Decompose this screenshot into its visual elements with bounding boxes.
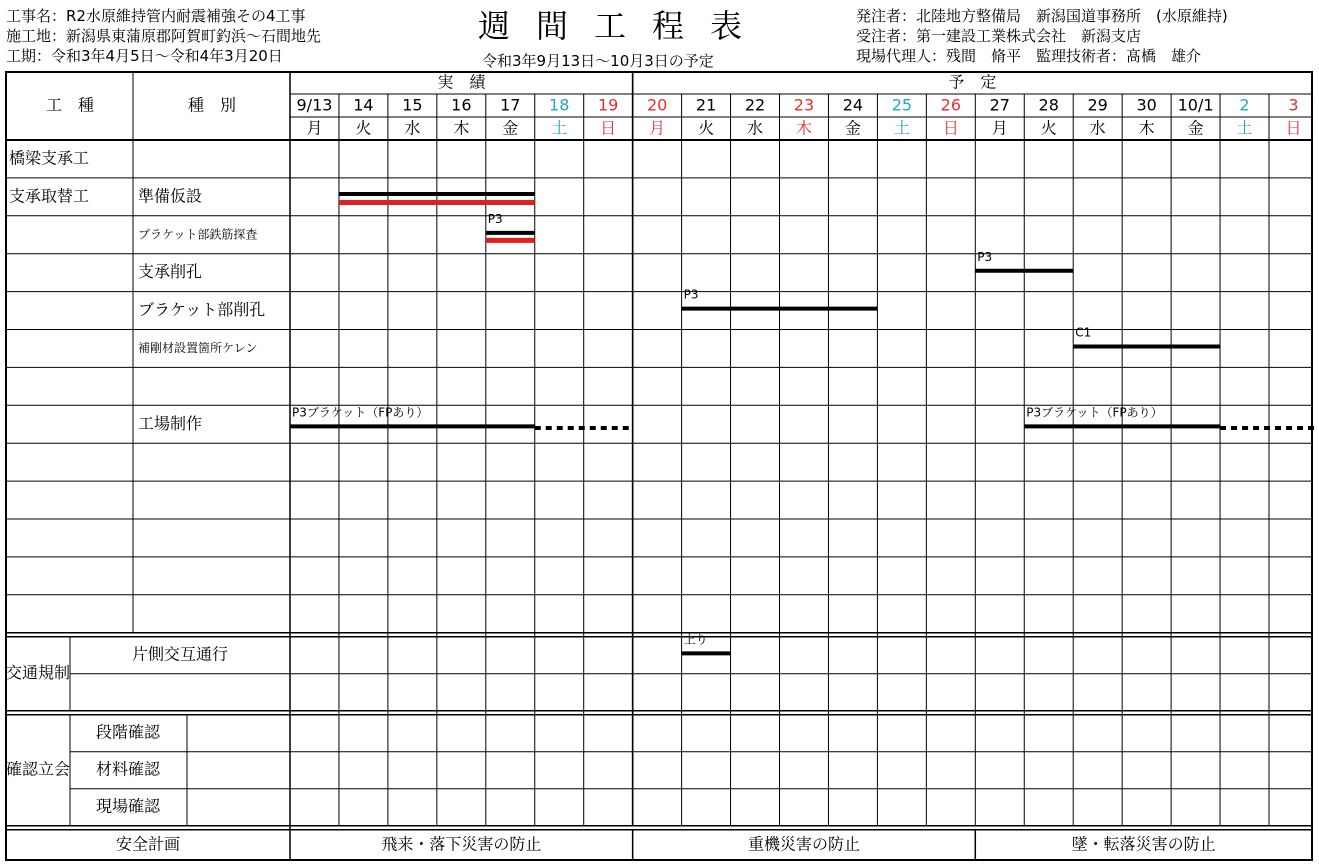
safety-label: 安全計画 (115, 834, 181, 854)
col-category-header: 種 別 (187, 95, 237, 115)
safety-item: 重機災害の防止 (747, 834, 860, 854)
safety-item: 墜・転落災害の防止 (1071, 834, 1216, 854)
traffic-item: 片側交互通行 (131, 644, 229, 664)
day-date: 29 (1087, 95, 1108, 115)
schedule-period: 令和3年9月13日～10月3日の予定 (482, 52, 714, 70)
traffic-label: 交通規制 (5, 663, 71, 683)
inspection-item: 段階確認 (95, 722, 161, 742)
day-of-week: 木 (1138, 118, 1155, 138)
day-date: 17 (500, 95, 521, 115)
bar-label: C1 (1075, 325, 1092, 340)
day-date: 14 (353, 95, 374, 115)
day-of-week: 日 (942, 118, 959, 138)
day-date: 10/1 (1177, 95, 1214, 115)
section-plan-label: 予 定 (948, 72, 997, 92)
day-date: 30 (1136, 95, 1157, 115)
project-name: 工事名：R2水原維持管内耐震補強その4工事 (6, 7, 306, 25)
day-date: 22 (744, 95, 766, 115)
bar-label: P3 (977, 249, 993, 264)
day-date: 23 (793, 95, 815, 115)
inspection-label: 確認立会 (5, 759, 71, 779)
day-of-week: 火 (355, 118, 372, 138)
day-date: 18 (549, 95, 570, 115)
day-of-week: 月 (306, 118, 323, 138)
day-date: 20 (646, 95, 668, 115)
day-of-week: 月 (991, 118, 1008, 138)
day-date: 9/13 (296, 95, 333, 115)
day-of-week: 土 (893, 118, 910, 138)
category-label: 支承削孔 (138, 262, 203, 282)
day-date: 16 (451, 95, 472, 115)
day-date: 21 (695, 95, 717, 115)
day-date: 24 (842, 95, 864, 115)
day-date: 28 (1038, 95, 1059, 115)
day-of-week: 水 (1089, 118, 1106, 138)
day-of-week: 土 (551, 118, 568, 138)
bar-label: P3ブラケット（FPあり） (292, 405, 429, 420)
col-work-type-header: 工 種 (45, 95, 95, 115)
category-label: 補剛材設置箇所ケレン (138, 340, 258, 355)
category-label: 工場制作 (138, 413, 203, 433)
day-of-week: 火 (698, 118, 715, 138)
day-date: 3 (1288, 95, 1299, 115)
inspection-item: 材料確認 (95, 759, 161, 779)
safety-item: 飛来・落下災害の防止 (381, 834, 542, 854)
day-date: 27 (989, 95, 1010, 115)
orderer: 発注者：北陸地方整備局 新潟国道事務所 (水原維持) (856, 7, 1228, 25)
day-date: 19 (597, 95, 619, 115)
bar-label: P3ブラケット（FPあり） (1026, 405, 1163, 420)
table-text (6, 73, 1301, 854)
category-label: ブラケット部鉄筋探査 (138, 227, 258, 242)
bar-label: P3 (487, 211, 503, 226)
day-of-week: 土 (1236, 118, 1253, 138)
day-of-week: 金 (1187, 118, 1204, 138)
site-location: 施工地：新潟県東蒲原郡阿賀町釣浜～石間地先 (6, 27, 322, 45)
category-label: ブラケット部削孔 (138, 300, 266, 320)
day-of-week: 金 (844, 118, 861, 138)
day-of-week: 木 (795, 118, 812, 138)
day-date: 2 (1239, 95, 1250, 115)
day-of-week: 日 (1285, 118, 1302, 138)
schedule-bars (290, 194, 1318, 653)
site-agents: 現場代理人：残間 脩平 監理技術者：髙橋 雄介 (856, 47, 1202, 65)
day-date: 15 (402, 95, 423, 115)
bar-label: 上り (683, 632, 708, 647)
bar-label: P3 (683, 287, 699, 302)
day-of-week: 火 (1040, 118, 1057, 138)
category-label: 準備仮設 (138, 186, 203, 206)
day-of-week: 木 (453, 118, 470, 138)
day-of-week: 金 (502, 118, 519, 138)
contractor: 受注者：第一建設工業株式会社 新潟支店 (856, 27, 1142, 45)
inspection-item: 現場確認 (95, 796, 161, 816)
day-date: 26 (940, 95, 962, 115)
day-of-week: 水 (747, 118, 764, 138)
work-type-label: 支承取替工 (9, 186, 90, 206)
page-title: 週間工程表 (478, 7, 769, 45)
day-of-week: 水 (404, 118, 421, 138)
section-actual-label: 実 績 (437, 72, 486, 92)
day-date: 25 (891, 95, 913, 115)
construction-term: 工期：令和3年4月5日～令和4年3月20日 (6, 47, 283, 65)
day-of-week: 月 (649, 118, 666, 138)
work-type-label: 橋梁支承工 (9, 148, 90, 168)
day-of-week: 日 (600, 118, 617, 138)
